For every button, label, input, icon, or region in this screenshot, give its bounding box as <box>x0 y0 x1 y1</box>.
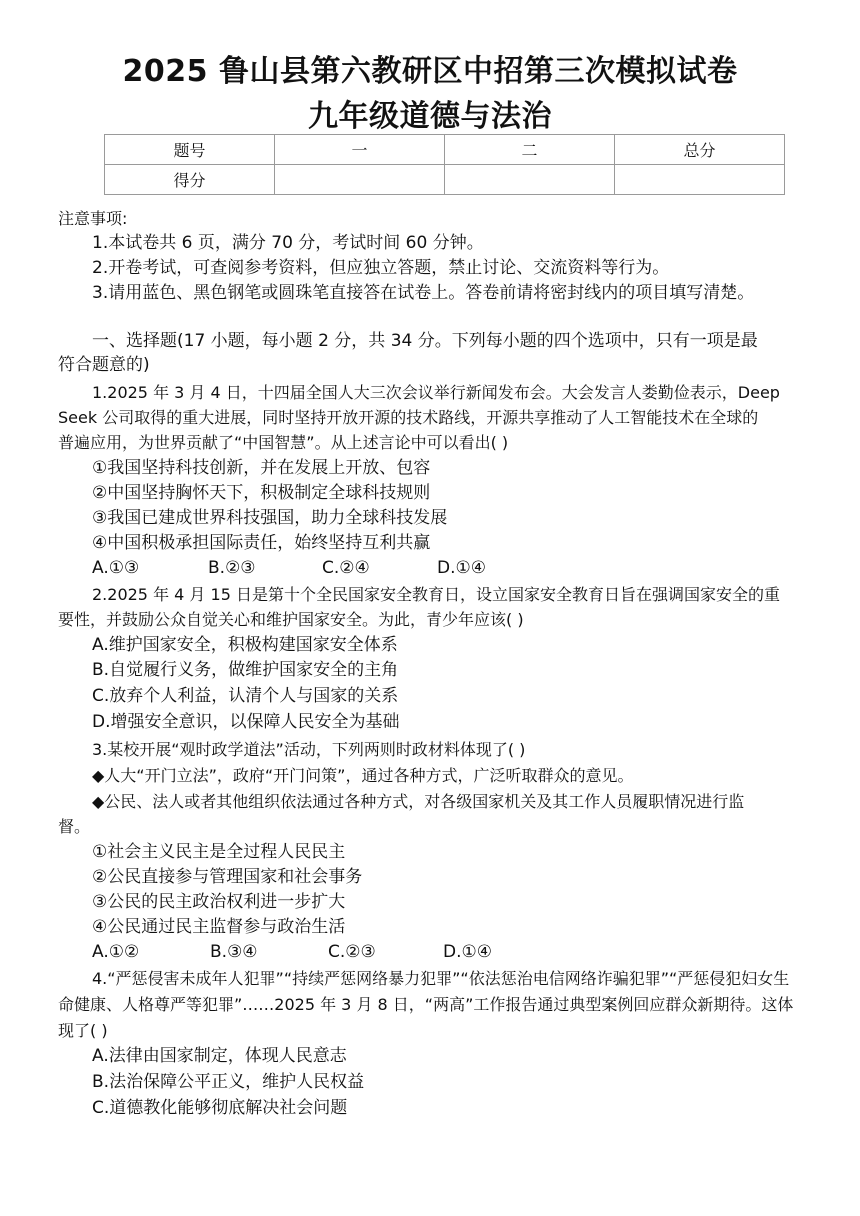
q1-option-a[interactable]: A.①③ <box>92 558 140 578</box>
score-table <box>104 134 785 195</box>
q4-stem: 4.“严惩侵害未成年人犯罪”“持续严惩网络暴力犯罪”“依法惩治电信网络诈骗犯罪”“严惩侵犯妇女生 <box>92 969 790 988</box>
q2-stem: 2.2025 年 4 月 15 日是第十个全民国家安全教育日，设立国家安全教育日旨在强调国家安全的重 <box>92 585 780 604</box>
score-cell-total[interactable] <box>615 165 785 195</box>
score-header-part-2: 二 <box>445 135 615 165</box>
score-header-question-no: 题号 <box>105 135 275 165</box>
q3-statement: ②公民直接参与管理国家和社会事务 <box>92 867 363 887</box>
q3-stem: 3.某校开展“观时政学道法”活动，下列两则时政材料体现了( ) <box>92 740 526 759</box>
q1-option-d[interactable]: D.①④ <box>437 558 486 578</box>
q4-stem: 现了( ) <box>58 1021 108 1040</box>
score-row-label: 得分 <box>105 165 275 195</box>
note-item: 1.本试卷共 6 页，满分 70 分，考试时间 60 分钟。 <box>92 233 484 253</box>
score-table-score-row <box>105 165 785 195</box>
q1-statement: ②中国坚持胸怀天下，积极制定全球科技规则 <box>92 483 431 503</box>
q4-option-a[interactable]: A.法律由国家制定，体现人民意志 <box>92 1046 347 1066</box>
notes-heading: 注意事项: <box>58 209 128 228</box>
score-cell-part-1[interactable] <box>275 165 445 195</box>
section-heading-cont: 符合题意的) <box>58 355 150 375</box>
q3-option-d[interactable]: D.①④ <box>443 942 492 962</box>
q1-stem: 普遍应用，为世界贡献了“中国智慧”。从上述言论中可以看出( ) <box>58 433 509 452</box>
q3-statement: ①社会主义民主是全过程人民民主 <box>92 842 346 862</box>
q4-option-b[interactable]: B.法治保障公平正义，维护人民权益 <box>92 1072 365 1092</box>
q2-option-c[interactable]: C.放弃个人利益，认清个人与国家的关系 <box>92 686 399 706</box>
q3-option-c[interactable]: C.②③ <box>328 942 376 962</box>
q4-option-c[interactable]: C.道德教化能够彻底解决社会问题 <box>92 1098 348 1118</box>
q4-stem: 命健康、人格尊严等犯罪”……2025 年 3 月 8 日，“两高”工作报告通过典型案例回应群众新期待。这体 <box>58 995 794 1014</box>
q3-statement: ③公民的民主政治权利进一步扩大 <box>92 892 346 912</box>
section-heading: 一、选择题(17 小题，每小题 2 分，共 34 分。下列每小题的四个选项中，只有一项是最 <box>92 331 758 351</box>
q1-statement: ③我国已建成世界科技强国，助力全球科技发展 <box>92 508 448 528</box>
q2-stem: 要性，并鼓励公众自觉关心和维护国家安全。为此，青少年应该( ) <box>58 610 524 629</box>
score-cell-part-2[interactable] <box>445 165 615 195</box>
q3-option-b[interactable]: B.③④ <box>210 942 258 962</box>
score-header-part-1: 一 <box>275 135 445 165</box>
note-item: 2.开卷考试，可查阅参考资料，但应独立答题，禁止讨论、交流资料等行为。 <box>92 258 670 278</box>
q3-material-cont: 督。 <box>58 817 91 836</box>
q3-material: ◆公民、法人或者其他组织依法通过各种方式，对各级国家机关及其工作人员履职情况进行监 <box>92 792 745 811</box>
q1-option-c[interactable]: C.②④ <box>322 558 370 578</box>
q3-option-a[interactable]: A.①② <box>92 942 140 962</box>
q3-statement: ④公民通过民主监督参与政治生活 <box>92 917 346 937</box>
q2-option-a[interactable]: A.维护国家安全，积极构建国家安全体系 <box>92 635 398 655</box>
q1-stem: Seek 公司取得的重大进展，同时坚持开放开源的技术路线，开源共享推动了人工智能技术在全球的 <box>58 408 759 427</box>
q1-statement: ④中国积极承担国际责任，始终坚持互利共赢 <box>92 533 431 553</box>
q3-material: ◆人大“开门立法”，政府“开门问策”，通过各种方式，广泛听取群众的意见。 <box>92 766 634 785</box>
q1-statement: ①我国坚持科技创新，并在发展上开放、包容 <box>92 458 431 478</box>
q1-stem: 1.2025 年 3 月 4 日，十四届全国人大三次会议举行新闻发布会。大会发言人娄勤俭表示，Deep <box>92 383 780 402</box>
score-table-header-row <box>105 135 785 165</box>
exam-title: 2025 鲁山县第六教研区中招第三次模拟试卷 <box>122 54 738 89</box>
q2-option-b[interactable]: B.自觉履行义务，做维护国家安全的主角 <box>92 660 399 680</box>
note-item: 3.请用蓝色、黑色钢笔或圆珠笔直接答在试卷上。答卷前请将密封线内的项目填写清楚。 <box>92 283 755 303</box>
q1-option-b[interactable]: B.②③ <box>208 558 256 578</box>
q2-option-d[interactable]: D.增强安全意识，以保障人民安全为基础 <box>92 712 400 732</box>
exam-subject-title: 九年级道德与法治 <box>308 99 552 134</box>
score-header-total: 总分 <box>615 135 785 165</box>
